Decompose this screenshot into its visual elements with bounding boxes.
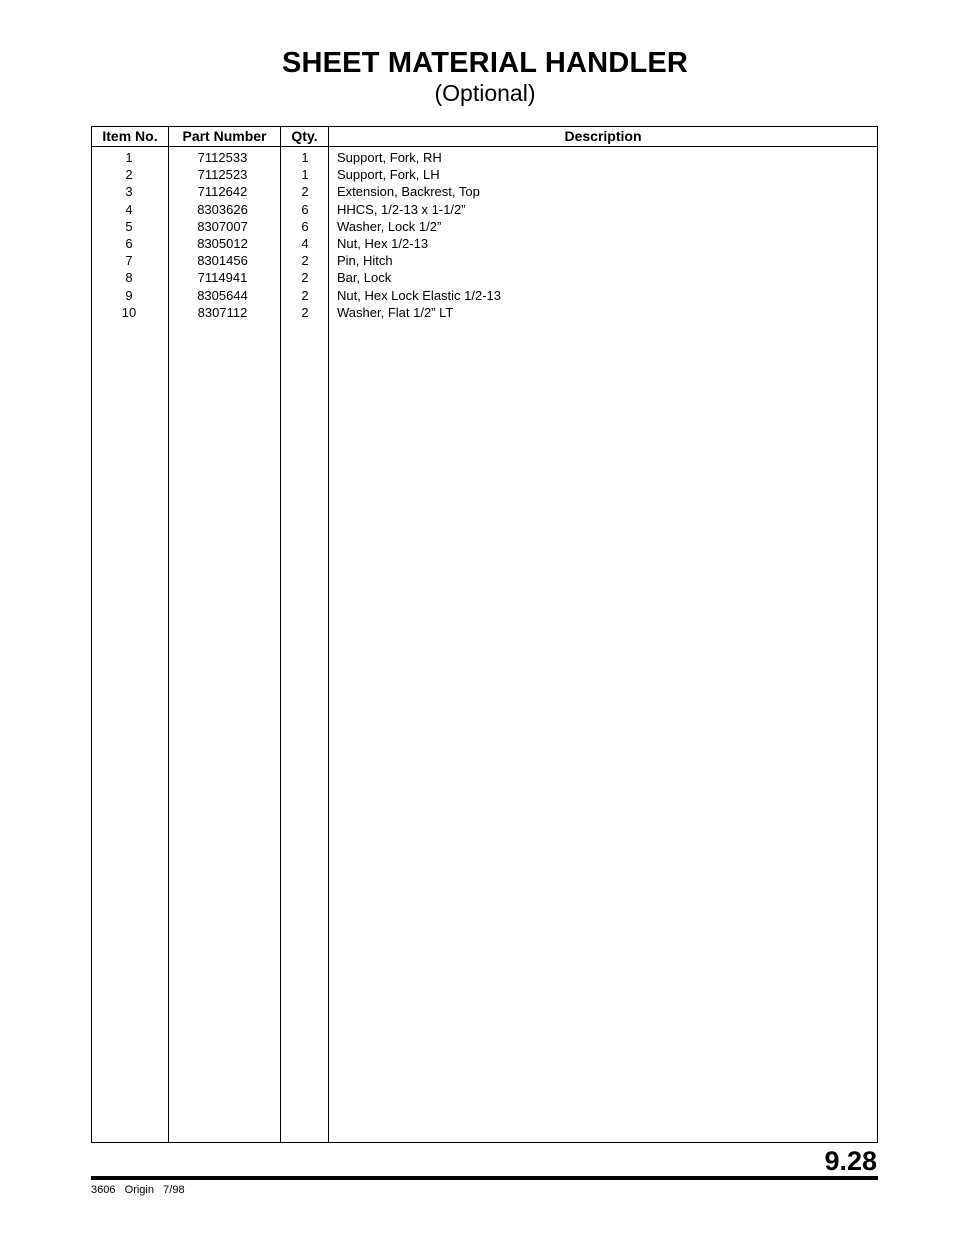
item-number: 8 xyxy=(125,270,133,286)
part-number: 8305012 xyxy=(197,235,248,251)
table-row xyxy=(92,166,877,183)
page-subtitle: (Optional) xyxy=(434,80,536,106)
description: Support, Fork, LH xyxy=(337,167,440,183)
part-number: 8303626 xyxy=(197,201,248,217)
description: Nut, Hex Lock Elastic 1/2-13 xyxy=(337,287,502,303)
quantity: 2 xyxy=(301,304,309,320)
page-title: SHEET MATERIAL HANDLER xyxy=(281,47,689,79)
column-header-qty: Qty. xyxy=(291,128,318,144)
column-header-item: Item No. xyxy=(102,128,158,144)
table-row xyxy=(92,149,877,166)
quantity: 1 xyxy=(301,150,309,165)
table-row xyxy=(92,269,877,286)
item-number: 1 xyxy=(125,150,133,165)
item-number: 6 xyxy=(125,235,133,251)
description: Support, Fork, RH xyxy=(337,150,442,165)
quantity: 4 xyxy=(301,235,309,251)
footer-text: 3606 Origin 7/98 xyxy=(91,1184,185,1196)
item-number: 7 xyxy=(125,253,133,269)
description: Washer, Flat 1/2” LT xyxy=(337,304,454,320)
table-row xyxy=(92,183,877,200)
quantity: 2 xyxy=(301,184,309,200)
quantity: 1 xyxy=(301,167,309,183)
parts-table xyxy=(91,126,878,1143)
column-header-part-number: Part Number xyxy=(182,128,267,144)
item-number: 10 xyxy=(121,304,137,320)
part-number: 7112533 xyxy=(197,150,248,165)
item-number: 3 xyxy=(125,184,133,200)
quantity: 2 xyxy=(301,287,309,303)
table-row xyxy=(92,235,877,252)
quantity: 6 xyxy=(301,218,309,234)
quantity: 2 xyxy=(301,253,309,269)
description: Pin, Hitch xyxy=(337,253,393,269)
part-number: 8305644 xyxy=(197,287,248,303)
part-number: 8307007 xyxy=(197,218,248,234)
part-number: 7114941 xyxy=(197,270,248,286)
item-number: 4 xyxy=(125,201,133,217)
quantity: 2 xyxy=(301,270,309,286)
quantity: 6 xyxy=(301,201,309,217)
page-number: 9.28 xyxy=(824,1146,877,1176)
description: Nut, Hex 1/2-13 xyxy=(337,235,429,251)
column-header-description: Description xyxy=(564,128,642,144)
part-number: 7112523 xyxy=(197,167,248,183)
description: Extension, Backrest, Top xyxy=(337,184,480,200)
table-row xyxy=(92,287,877,304)
item-number: 5 xyxy=(125,218,133,234)
item-number: 9 xyxy=(125,287,133,303)
description: Washer, Lock 1/2” xyxy=(337,218,442,234)
table-row xyxy=(92,201,877,218)
header-divider xyxy=(92,146,877,147)
footer-rule xyxy=(91,1176,878,1180)
item-number: 2 xyxy=(125,167,133,183)
description: Bar, Lock xyxy=(337,270,392,286)
table-body xyxy=(92,149,877,321)
table-row xyxy=(92,252,877,269)
part-number: 7112642 xyxy=(197,184,248,200)
part-number: 8301456 xyxy=(197,253,248,269)
table-row xyxy=(92,304,877,321)
part-number: 8307112 xyxy=(197,304,248,320)
table-row xyxy=(92,218,877,235)
description: HHCS, 1/2-13 x 1-1/2” xyxy=(337,201,466,217)
